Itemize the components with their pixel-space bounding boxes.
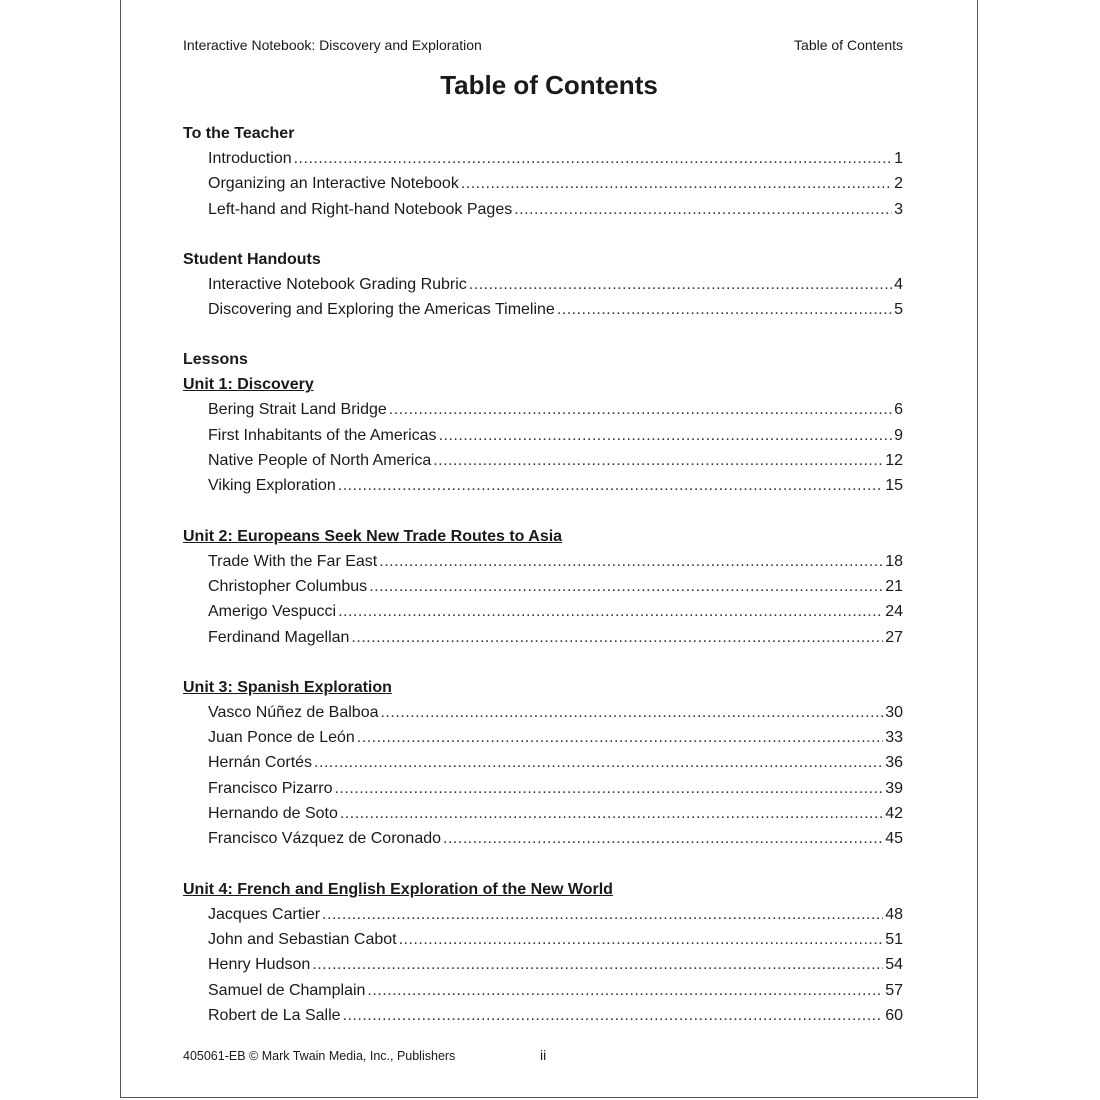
entry-title: Amerigo Vespucci (208, 603, 337, 621)
unit-heading: Unit 1: Discovery (183, 376, 314, 394)
toc-section (183, 121, 903, 222)
entry-page-number: 30 (885, 703, 903, 721)
dot-leader (334, 776, 883, 801)
entry-title: Discovering and Exploring the Americas Timeline (208, 301, 555, 319)
dot-leader (312, 952, 883, 977)
dot-leader (357, 725, 883, 750)
table-of-contents (183, 121, 903, 1053)
entry-title: Hernán Cortés (208, 754, 313, 772)
entry-title: Viking Exploration (208, 477, 336, 495)
entry-title: Juan Ponce de León (208, 729, 355, 747)
entry-page-number: 5 (894, 301, 903, 319)
dot-leader (351, 625, 883, 650)
toc-entry (183, 171, 903, 196)
toc-entry (183, 599, 903, 624)
toc-unit (183, 146, 903, 222)
toc-entry (183, 146, 903, 171)
dot-leader (338, 473, 883, 498)
dot-leader (367, 978, 883, 1003)
toc-entry (183, 473, 903, 498)
entry-page-number: 6 (894, 401, 903, 419)
dot-leader (443, 826, 883, 851)
entry-title: Bering Strait Land Bridge (208, 401, 387, 419)
toc-entry (183, 574, 903, 599)
entry-page-number: 33 (885, 729, 903, 747)
dot-leader (369, 574, 883, 599)
entry-page-number: 39 (885, 779, 903, 797)
toc-entry (183, 902, 903, 927)
entry-title: Left-hand and Right-hand Notebook Pages (208, 200, 513, 218)
dot-leader (389, 397, 892, 422)
dot-leader (557, 297, 892, 322)
entry-page-number: 60 (885, 1006, 903, 1024)
entry-page-number: 15 (885, 477, 903, 495)
dot-leader (380, 700, 883, 725)
entry-page-number: 18 (885, 552, 903, 570)
toc-unit (183, 272, 903, 323)
toc-entry (183, 423, 903, 448)
toc-entry (183, 700, 903, 725)
dot-leader (338, 599, 883, 624)
toc-unit (183, 675, 903, 852)
entry-title: Francisco Pizarro (208, 779, 333, 797)
page-title: Table of Contents (440, 70, 658, 100)
unit-heading: Unit 3: Spanish Exploration (183, 678, 392, 696)
toc-entry (183, 750, 903, 775)
entry-page-number: 54 (885, 956, 903, 974)
entry-title: Christopher Columbus (208, 577, 368, 595)
toc-entry (183, 197, 903, 222)
dot-leader (340, 801, 883, 826)
unit-heading: Unit 4: French and English Exploration of the New World (183, 880, 613, 898)
entry-page-number: 27 (885, 628, 903, 646)
toc-section (183, 347, 903, 1028)
entry-page-number: 57 (885, 981, 903, 999)
entry-page-number: 12 (885, 452, 903, 470)
entry-page-number: 2 (894, 175, 903, 193)
dot-leader (314, 750, 883, 775)
entry-title: Jacques Cartier (208, 905, 321, 923)
entry-page-number: 1 (894, 150, 903, 167)
entry-page-number: 48 (885, 905, 903, 923)
entry-page-number: 36 (885, 754, 903, 772)
toc-entry (183, 272, 903, 297)
entry-title: Introduction (208, 150, 292, 167)
document-page (120, 0, 978, 1098)
toc-entry (183, 549, 903, 574)
entry-page-number: 42 (885, 805, 903, 823)
toc-unit (183, 524, 903, 650)
entry-title: Hernando de Soto (208, 805, 338, 823)
entry-title: Interactive Notebook Grading Rubric (208, 275, 467, 293)
toc-unit (183, 372, 903, 498)
toc-entry (183, 397, 903, 422)
toc-entry (183, 801, 903, 826)
dot-leader (343, 1003, 884, 1028)
entry-title: First Inhabitants of the Americas (208, 426, 437, 444)
toc-entry (183, 1003, 903, 1028)
entry-page-number: 51 (885, 930, 903, 948)
entry-title: Ferdinand Magellan (208, 628, 350, 646)
toc-entry (183, 448, 903, 473)
dot-leader (514, 197, 892, 222)
toc-entry (183, 297, 903, 322)
footer-copyright: 405061-EB © Mark Twain Media, Inc., Publishers (183, 1049, 456, 1063)
dot-leader (322, 902, 883, 927)
entry-title: Vasco Núñez de Balboa (208, 703, 379, 721)
toc-entry (183, 826, 903, 851)
toc-section (183, 247, 903, 323)
entry-title: John and Sebastian Cabot (208, 930, 397, 948)
dot-leader (461, 171, 892, 196)
entry-title: Henry Hudson (208, 956, 311, 974)
entry-page-number: 9 (894, 426, 903, 444)
toc-entry (183, 952, 903, 977)
unit-heading: Unit 2: Europeans Seek New Trade Routes to Asia (183, 527, 563, 545)
dot-leader (379, 549, 883, 574)
entry-page-number: 4 (894, 275, 903, 293)
dot-leader (469, 272, 892, 297)
entry-title: Samuel de Champlain (208, 981, 366, 999)
entry-page-number: 21 (885, 577, 903, 595)
footer-page-number: ii (540, 1047, 547, 1063)
entry-page-number: 45 (885, 830, 903, 848)
dot-leader (399, 927, 884, 952)
toc-entry (183, 625, 903, 650)
section-heading: Student Handouts (183, 250, 321, 268)
toc-entry (183, 725, 903, 750)
dot-leader (439, 423, 893, 448)
entry-page-number: 24 (885, 603, 903, 621)
toc-entry (183, 927, 903, 952)
section-heading: Lessons (183, 351, 248, 369)
entry-page-number: 3 (894, 200, 903, 218)
dot-leader (294, 146, 892, 171)
entry-title: Francisco Vázquez de Coronado (208, 830, 442, 848)
toc-entry (183, 978, 903, 1003)
entry-title: Organizing an Interactive Notebook (208, 175, 459, 193)
section-heading: To the Teacher (183, 125, 295, 142)
running-header-title: Interactive Notebook: Discovery and Exploration (183, 37, 482, 53)
entry-title: Trade With the Far East (208, 552, 378, 570)
entry-title: Native People of North America (208, 452, 432, 470)
entry-title: Robert de La Salle (208, 1006, 341, 1024)
running-header-section: Table of Contents (794, 37, 903, 53)
toc-entry (183, 776, 903, 801)
toc-unit (183, 877, 903, 1028)
dot-leader (433, 448, 883, 473)
